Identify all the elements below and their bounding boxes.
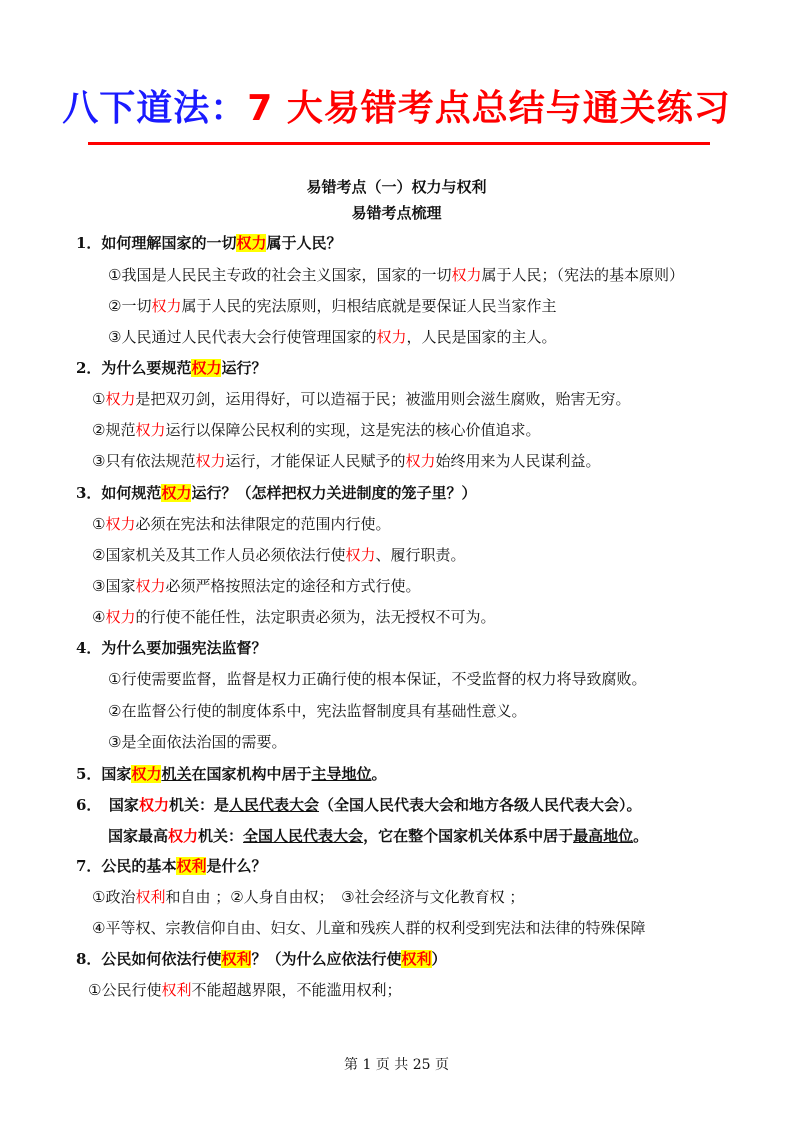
keyword-highlight: 权力 bbox=[191, 359, 222, 377]
q4-item-1: ①行使需要监督，监督是权力正确行使的根本保证，不受监督的权力将导致腐败。 bbox=[108, 670, 647, 688]
keyword-highlight: 权力 bbox=[131, 765, 162, 783]
q3-title: 3．如何规范权力运行？（怎样把权力关进制度的笼子里？） bbox=[76, 484, 477, 502]
q3-item-4: ④权力的行使不能任性，法定职责必须为，法无授权不可为。 bbox=[92, 608, 496, 626]
keyword-highlight: 权利 bbox=[401, 950, 432, 968]
q3-item-2: ②国家机关及其工作人员必须依法行使权力、履行职责。 bbox=[92, 546, 466, 564]
page-title bbox=[0, 80, 793, 131]
q1-title: 1．如何理解国家的一切权力属于人民？ bbox=[76, 234, 342, 252]
keyword-highlight: 权利 bbox=[221, 950, 252, 968]
q6-line-1: 6． 国家权力机关：是人民代表大会（全国人民代表大会和地方各级人民代表大会）。 bbox=[76, 796, 642, 814]
q4-title: 4．为什么要加强宪法监督？ bbox=[76, 639, 267, 657]
q1-item-1: ①我国是人民民主专政的社会主义国家，国家的一切权力属于人民；（宪法的基本原则） bbox=[108, 266, 684, 284]
q2-item-3: ③只有依法规范权力运行，才能保证人民赋予的权力始终用来为人民谋利益。 bbox=[92, 452, 601, 470]
q3-item-3: ③国家权力必须严格按照法定的途径和方式行使。 bbox=[92, 577, 421, 595]
q4-item-2: ②在监督公行使的制度体系中，宪法监督制度具有基础性意义。 bbox=[108, 702, 527, 720]
q8-title: 8．公民如何依法行使权利？（为什么应依法行使权利） bbox=[76, 950, 447, 968]
section-heading: 易错考点（一）权力与权利 bbox=[306, 178, 487, 196]
q4-item-3: ③是全面依法治国的需要。 bbox=[108, 733, 287, 751]
keyword-highlight: 权力 bbox=[236, 234, 267, 252]
page-number: 第 1 页 共 25 页 bbox=[344, 1057, 449, 1073]
keyword-highlight: 权力 bbox=[161, 484, 192, 502]
page-title-blue: 八下道法： bbox=[62, 88, 248, 129]
page-title-red: 7 大易错考点总结与通关练习 bbox=[247, 88, 731, 129]
q5-line: 5．国家权力机关在国家机构中居于主导地位。 bbox=[76, 765, 387, 783]
q8-item-1: ①公民行使权利不能超越界限，不能滥用权利； bbox=[88, 981, 402, 999]
q1-item-3: ③人民通过人民代表大会行使管理国家的权力，人民是国家的主人。 bbox=[108, 328, 557, 346]
q2-item-2: ②规范权力运行以保障公民权利的实现，这是宪法的核心价值追求。 bbox=[92, 421, 541, 439]
q3-item-1: ①权力必须在宪法和法律限定的范围内行使。 bbox=[92, 515, 391, 533]
q1-item-2: ②一切权力属于人民的宪法原则，归根结底就是要保证人民当家作主 bbox=[108, 297, 557, 315]
q7-title: 7．公民的基本权利是什么？ bbox=[76, 857, 267, 875]
q7-item-1: ①政治权利和自由 ；②人身自由权； ③社会经济与文化教育权 ； bbox=[92, 888, 525, 906]
title-rule bbox=[88, 142, 710, 145]
q6-line-2: 国家最高权力机关：全国人民代表大会，它在整个国家机关体系中居于最高地位。 bbox=[108, 827, 649, 845]
q2-title: 2．为什么要规范权力运行？ bbox=[76, 359, 267, 377]
q2-item-1: ①权力是把双刃剑，运用得好，可以造福于民；被滥用则会滋生腐败，贻害无穷。 bbox=[92, 390, 631, 408]
keyword-highlight: 权利 bbox=[176, 857, 207, 875]
section-subheading: 易错考点梳理 bbox=[351, 204, 442, 222]
q7-item-2: ④平等权、宗教信仰自由、妇女、儿童和残疾人群的权利受到宪法和法律的特殊保障 bbox=[92, 919, 646, 937]
